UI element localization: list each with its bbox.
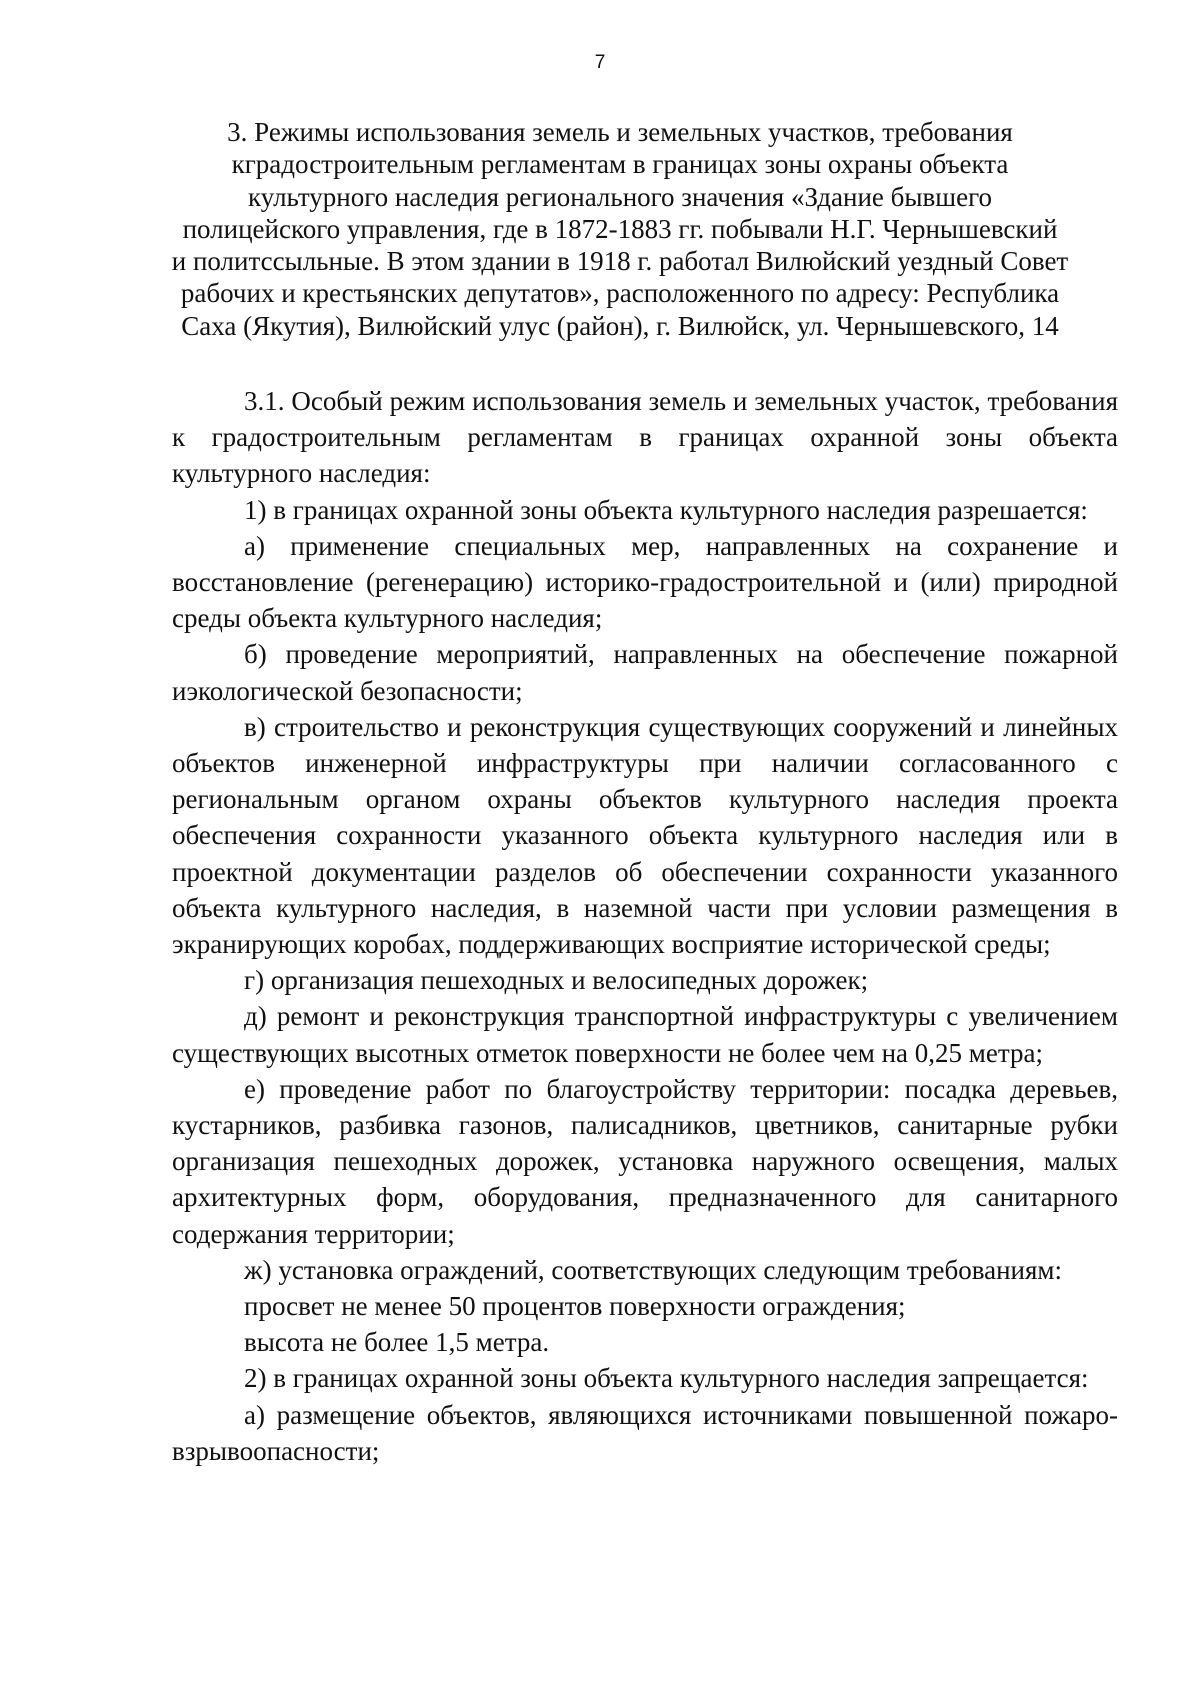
paragraph-item-e: е) проведение работ по благоустройству территории: посадка деревьев, кустарников, разбивка газонов, палисадников, цветников, санитарные рубки организация пешеходных дорожек, установка наружного освещения, малых архитектурных форм, оборудования, предназначенного для санитарного содержания территории; [172, 1073, 1118, 1249]
section-heading [150, 116, 1090, 342]
page-number: 7 [594, 52, 606, 73]
paragraph-prohibited-intro: 2) в границах охранной зоны объекта культурного наследия запрещается: [244, 1363, 1089, 1394]
paragraph-prohibited-item-a: а) размещение объектов, являющихся источниками повышенной пожаро-взрывоопасности; [172, 1399, 1118, 1466]
heading-line: и политссыльные. В этом здании в 1918 г. работал Вилюйский уездный Совет [171, 246, 1069, 277]
paragraph-fence-gap: просвет не менее 50 процентов поверхности ограждения; [244, 1291, 906, 1322]
paragraph-item-v: в) строительство и реконструкция существующих сооружений и линейных объектов инженерной инфраструктуры при наличии согласованного с региональным органом охраны объектов культурного наследия проекта обеспечения сохранности указанного объекта культурного наследия или в проектной документации разделов об обеспечении сохранности указанного объекта культурного наследия, в наземной части при условии размещения в экранирующих коробах, поддерживающих восприятие исторической среды; [172, 711, 1118, 960]
heading-line: рабочих и крестьянских депутатов», расположенного по адресу: Республика [180, 278, 1060, 309]
paragraph-item-d: д) ремонт и реконструкция транспортной инфраструктуры с увеличением существующих высотных отметок поверхности не более чем на 0,25 метра; [172, 1001, 1118, 1068]
heading-line: полицейского управления, где в 1872-1883 гг. побывали Н.Г. Чернышевский [182, 213, 1058, 244]
paragraph-item-zh: ж) установка ограждений, соответствующих следующим требованиям: [244, 1254, 1063, 1285]
paragraph-item-g: г) организация пешеходных и велосипедных дорожек; [244, 965, 869, 996]
heading-line: культурного наследия регионального значения «Здание бывшего [248, 181, 992, 212]
heading-line: Саха (Якутия), Вилюйский улус (район), г. Вилюйск, ул. Чернышевского, 14 [181, 310, 1059, 341]
document-body [172, 383, 1118, 1469]
paragraph-item-b: б) проведение мероприятий, направленных на обеспечение пожарной иэкологической безопасности; [172, 639, 1118, 706]
heading-line: 3. Режимы использования земель и земельных участков, требования [227, 117, 1013, 147]
heading-line: кградостроительным регламентам в границах зоны охраны объекта [231, 149, 1009, 180]
paragraph-fence-height: высота не более 1,5 метра. [244, 1327, 550, 1358]
paragraph-permitted-intro: 1) в границах охранной зоны объекта культурного наследия разрешается: [244, 494, 1088, 525]
paragraph-item-a: а) применение специальных мер, направленных на сохранение и восстановление (регенерацию) историко-градостроительной и (или) природной среды объекта культурного наследия; [172, 530, 1118, 634]
paragraph-3-1: 3.1. Особый режим использования земель и земельных участок, требования к градостроительным регламентам в границах охранной зоны объекта культурного наследия: [172, 386, 1118, 489]
